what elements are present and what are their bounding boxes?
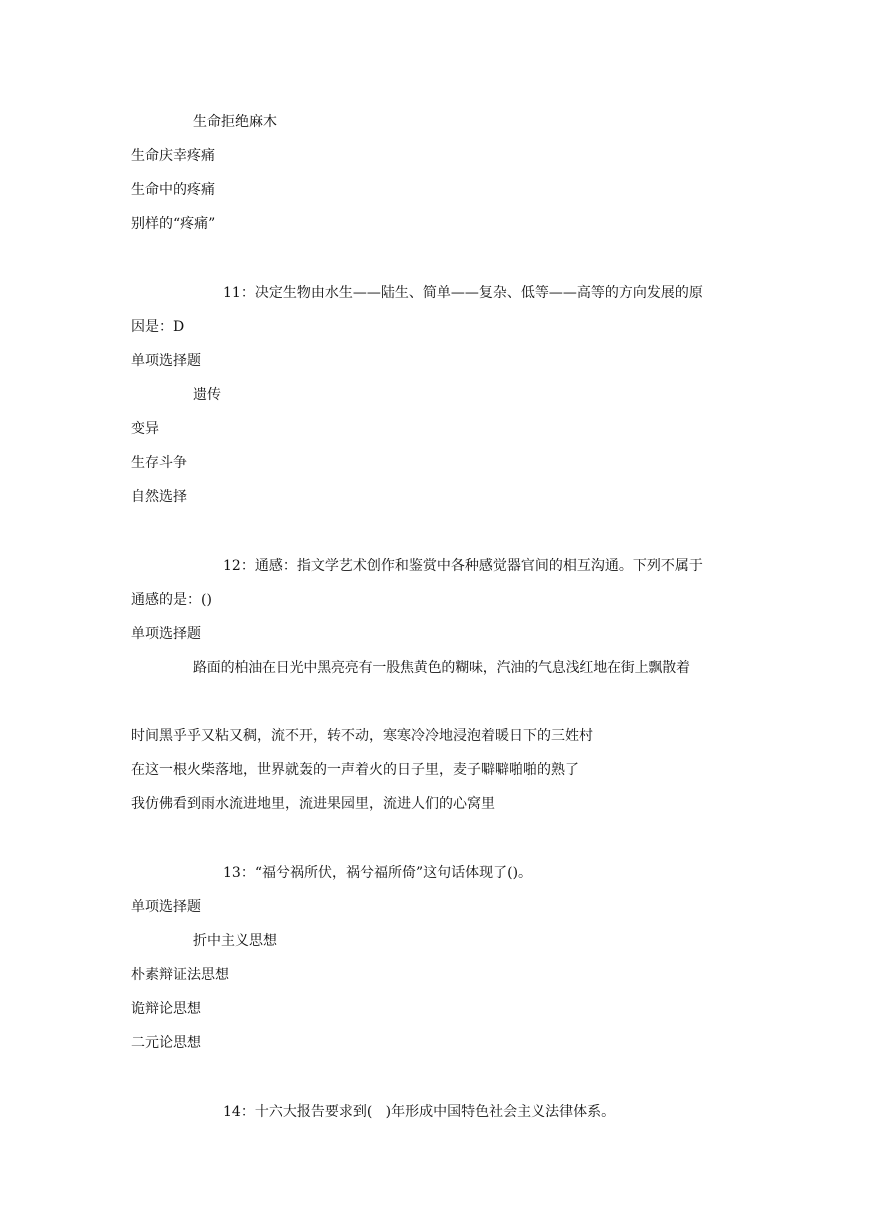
question-stem: 14：十六大报告要求到( )年形成中国特色社会主义法律体系。 xyxy=(223,1104,616,1120)
option-a: 遗传 xyxy=(193,387,221,403)
option-d: 别样的“疼痛” xyxy=(131,216,216,232)
option-a: 生命拒绝麻木 xyxy=(193,114,277,130)
option-d: 我仿佛看到雨水流进地里，流进果园里，流进人们的心窝里 xyxy=(131,796,495,812)
option-a: 折中主义思想 xyxy=(193,933,277,949)
question-stem: 12：通感：指文学艺术创作和鉴赏中各种感觉器官间的相互沟通。下列不属于 xyxy=(223,558,703,574)
option-c: 诡辩论思想 xyxy=(131,1001,201,1017)
option-d: 自然选择 xyxy=(131,489,187,505)
question-stem: 11：决定生物由水生——陆生、简单——复杂、低等——高等的方向发展的原 xyxy=(223,285,703,301)
question-type: 单项选择题 xyxy=(131,353,201,369)
question-stem-cont: 通感的是：() xyxy=(131,592,212,608)
option-b: 生命庆幸疼痛 xyxy=(131,148,215,164)
option-c: 在这一根火柴落地，世界就轰的一声着火的日子里，麦子噼噼啪啪的熟了 xyxy=(131,762,579,778)
option-b: 时间黑乎乎又粘又稠，流不开，转不动，寒寒冷冷地浸泡着暖日下的三姓村 xyxy=(131,728,593,744)
option-c: 生存斗争 xyxy=(131,455,187,471)
option-c: 生命中的疼痛 xyxy=(131,182,215,198)
option-b: 变异 xyxy=(131,421,159,437)
option-a: 路面的柏油在日光中黑亮亮有一股焦黄色的糊味，汽油的气息浅红地在街上飘散着 xyxy=(193,660,690,676)
option-d: 二元论思想 xyxy=(131,1035,201,1051)
question-stem-cont: 因是：D xyxy=(131,319,185,335)
question-type: 单项选择题 xyxy=(131,626,201,642)
question-stem: 13：“福兮祸所伏，祸兮福所倚”这句话体现了()。 xyxy=(223,865,533,881)
option-b: 朴素辩证法思想 xyxy=(131,967,229,983)
question-type: 单项选择题 xyxy=(131,899,201,915)
